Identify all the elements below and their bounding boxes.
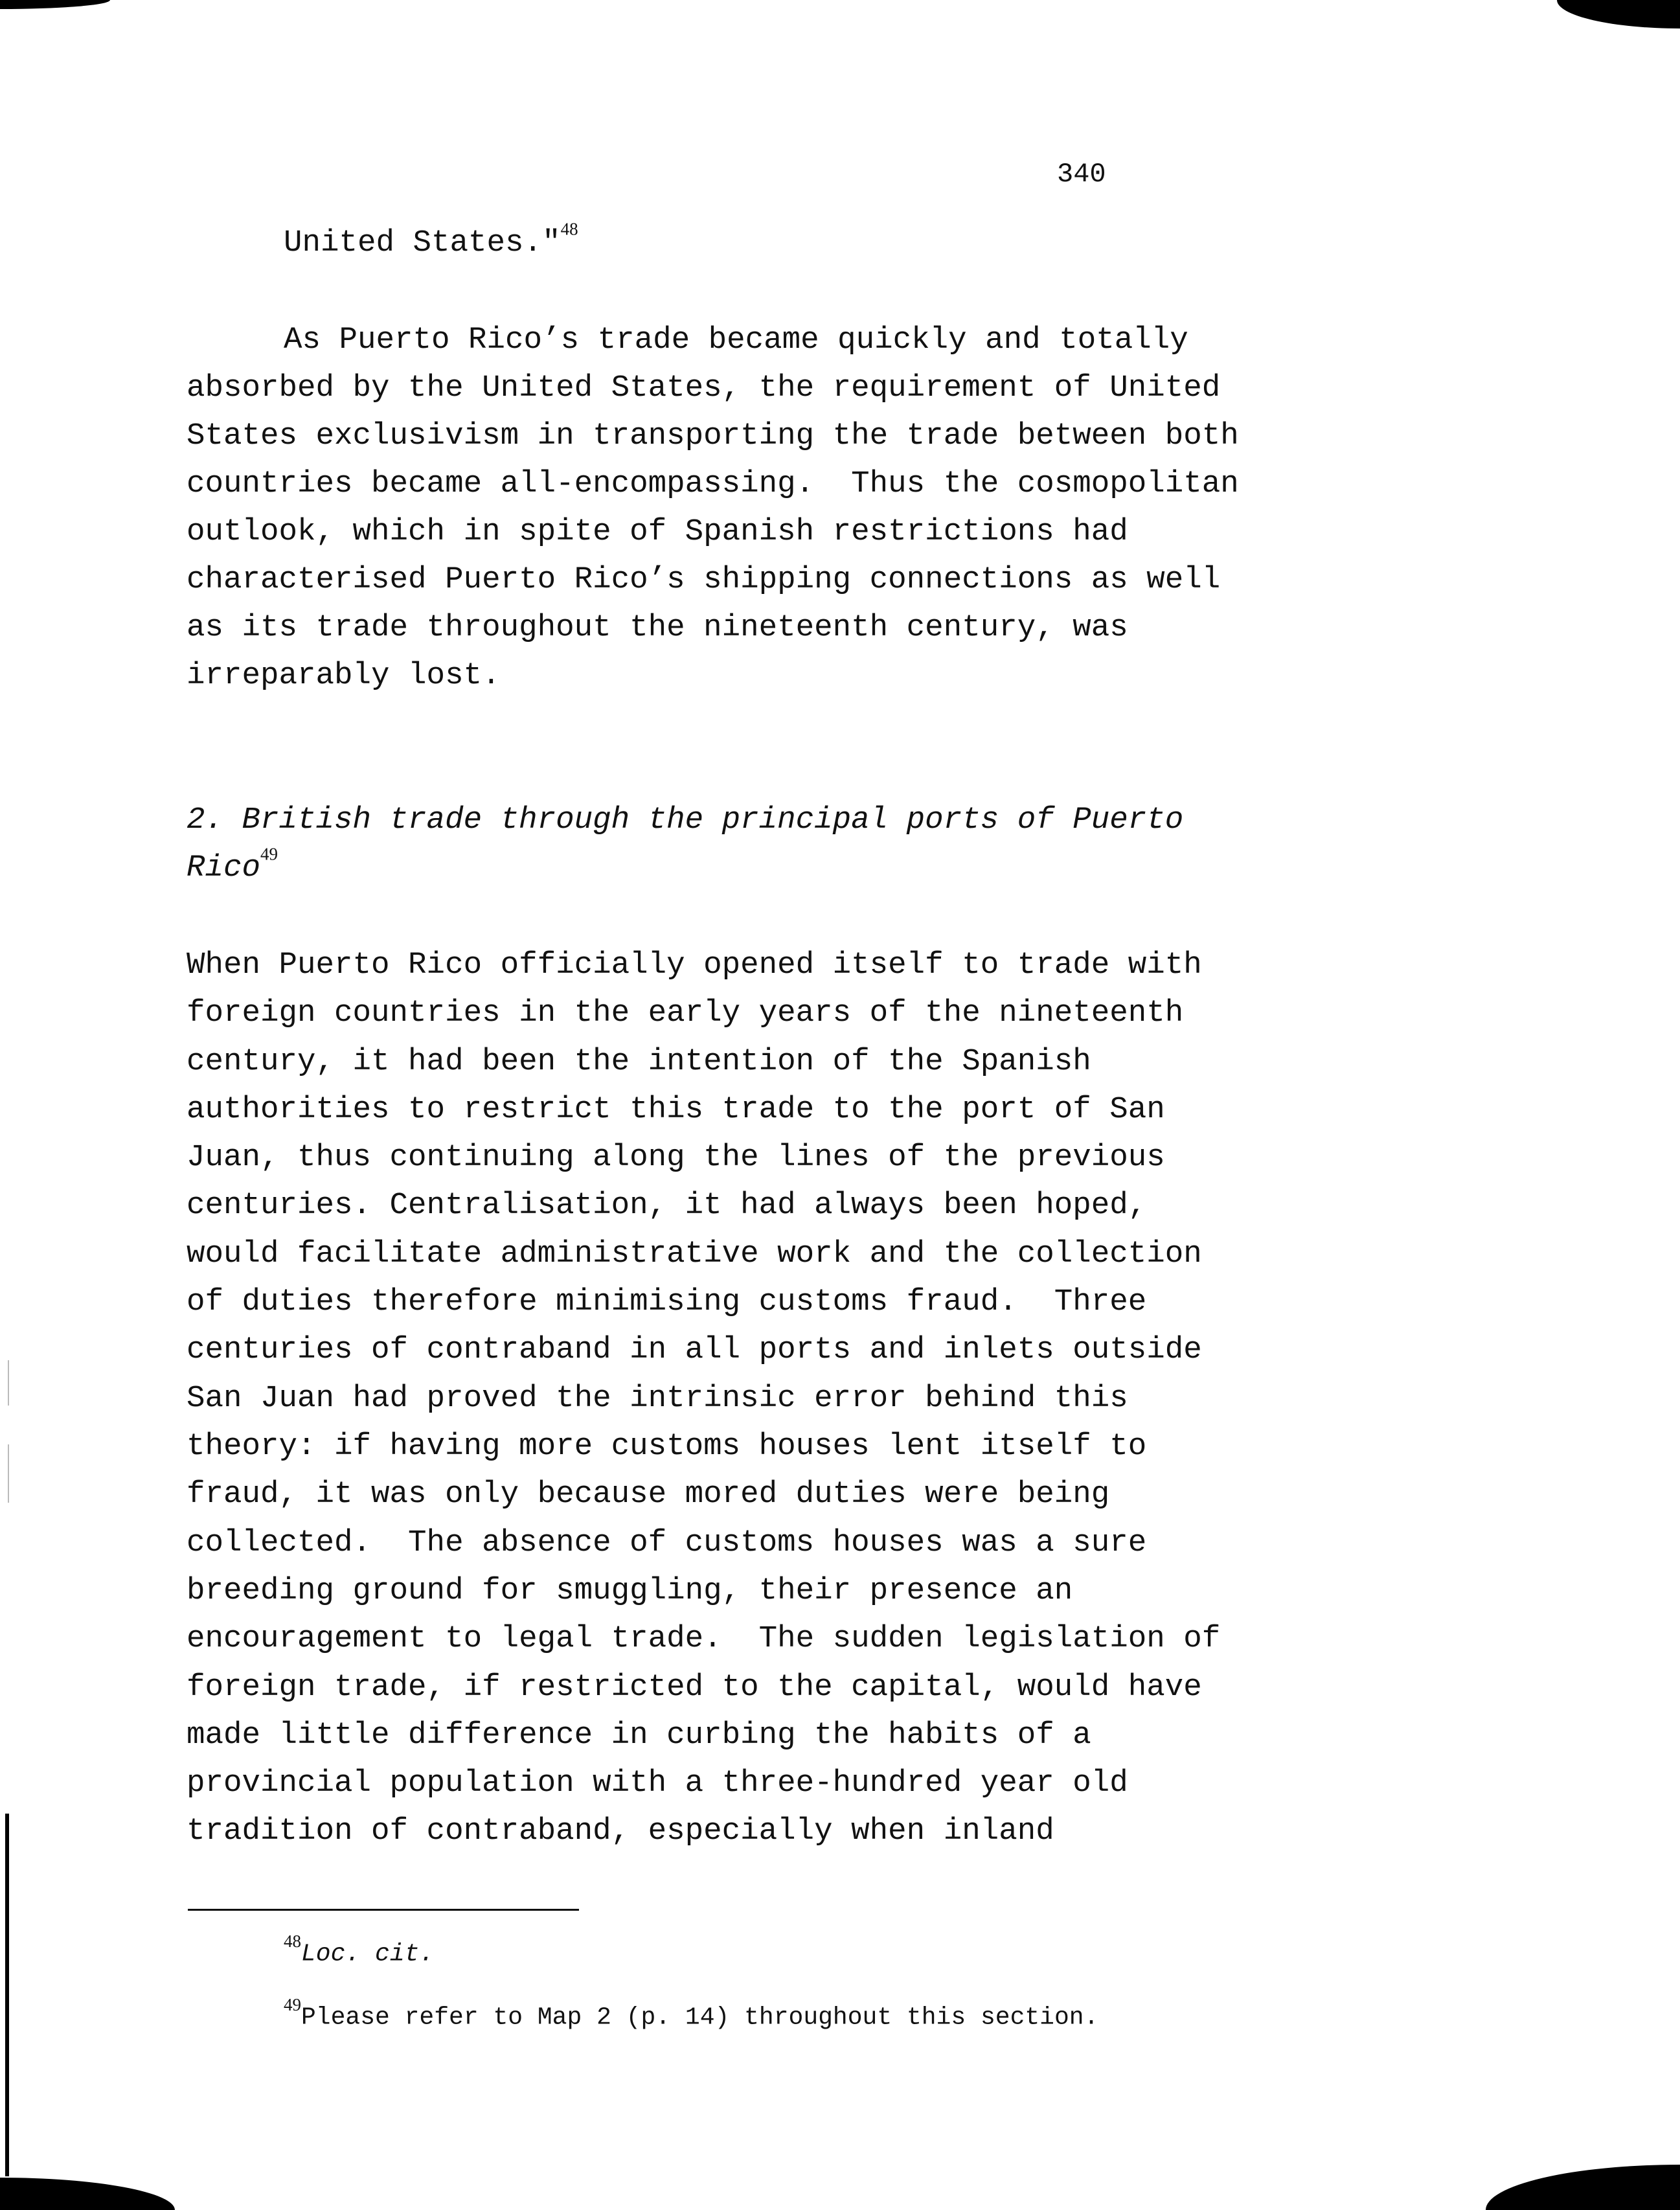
paragraph-line: irreparably lost. xyxy=(187,658,501,693)
footnote-divider xyxy=(188,1909,579,1911)
paragraph-line: encouragement to legal trade. The sudden legislation of xyxy=(187,1621,1221,1656)
footnote-text: Please refer to Map 2 (p. 14) throughout this section. xyxy=(301,2003,1099,2032)
footnote-49 xyxy=(284,1995,1099,2032)
paragraph-line: fraud, it was only because mored duties were being xyxy=(187,1477,1110,1512)
footnote-marker: 48 xyxy=(284,1931,301,1951)
paragraph-line: absorbed by the United States, the requirement of United xyxy=(187,370,1221,405)
carryover-text: United States." xyxy=(284,225,561,260)
footnote-ref-48: 48 xyxy=(560,219,578,239)
footnote-text: Loc. cit. xyxy=(301,1940,435,1968)
footnote-marker: 49 xyxy=(284,1995,301,2014)
paragraph-line: States exclusivism in transporting the trade between both xyxy=(187,418,1239,453)
paragraph-line: centuries of contraband in all ports and inlets outside xyxy=(187,1332,1202,1367)
paragraph-line: as its trade throughout the nineteenth century, was xyxy=(187,610,1128,645)
paragraph-line: century, it had been the intention of the Spanish xyxy=(187,1044,1091,1079)
scan-corner-top-right xyxy=(1557,0,1680,28)
footnote-ref-49: 49 xyxy=(260,844,278,864)
paragraph-line: outlook, which in spite of Spanish restrictions had xyxy=(187,514,1128,549)
paragraph-line: foreign countries in the early years of the nineteenth xyxy=(187,996,1184,1031)
paragraph-line: foreign trade, if restricted to the capital, would have xyxy=(187,1670,1202,1705)
paragraph-line: Juan, thus continuing along the lines of the previous xyxy=(187,1140,1165,1175)
page-number: 340 xyxy=(1057,159,1106,190)
scan-edge-tick xyxy=(8,1444,9,1503)
paragraph-line: theory: if having more customs houses lent itself to xyxy=(187,1429,1147,1464)
paragraph-line: of duties therefore minimising customs fraud. Three xyxy=(187,1284,1147,1319)
section-heading-line xyxy=(187,844,278,885)
paragraph-line: countries became all-encompassing. Thus the cosmopolitan xyxy=(187,466,1239,501)
paragraph-line: authorities to restrict this trade to the port of San xyxy=(187,1092,1165,1127)
paragraph-line: breeding ground for smuggling, their presence an xyxy=(187,1573,1073,1608)
paragraph-line: characterised Puerto Rico’s shipping connections as well xyxy=(187,562,1221,597)
paragraph-line: collected. The absence of customs houses was a sure xyxy=(187,1525,1147,1560)
paragraph-line: centuries. Centralisation, it had always been hoped, xyxy=(187,1188,1147,1223)
scan-edge-shadow xyxy=(5,1814,9,2176)
scan-edge-tick xyxy=(8,1360,9,1406)
paragraph-line: made little difference in curbing the habits of a xyxy=(187,1718,1091,1753)
paragraph-line: San Juan had proved the intrinsic error behind this xyxy=(187,1381,1128,1416)
scan-corner-bottom-left xyxy=(0,2178,175,2210)
paragraph-line: As Puerto Rico’s trade became quickly and totally xyxy=(284,323,1188,358)
section-heading-line: 2. British trade through the principal ports of Puerto xyxy=(187,803,1184,837)
section-heading-text: Rico xyxy=(187,850,261,885)
carryover-line xyxy=(284,219,578,260)
paragraph-line: When Puerto Rico officially opened itself to trade with xyxy=(187,948,1202,983)
scan-corner-bottom-right xyxy=(1486,2165,1680,2210)
footnote-48 xyxy=(284,1931,435,1968)
paragraph-line: would facilitate administrative work and the collection xyxy=(187,1236,1202,1271)
paragraph-line: tradition of contraband, especially when inland xyxy=(187,1814,1054,1849)
scan-corner-top-left xyxy=(0,0,110,9)
paragraph-line: provincial population with a three-hundred year old xyxy=(187,1766,1128,1801)
